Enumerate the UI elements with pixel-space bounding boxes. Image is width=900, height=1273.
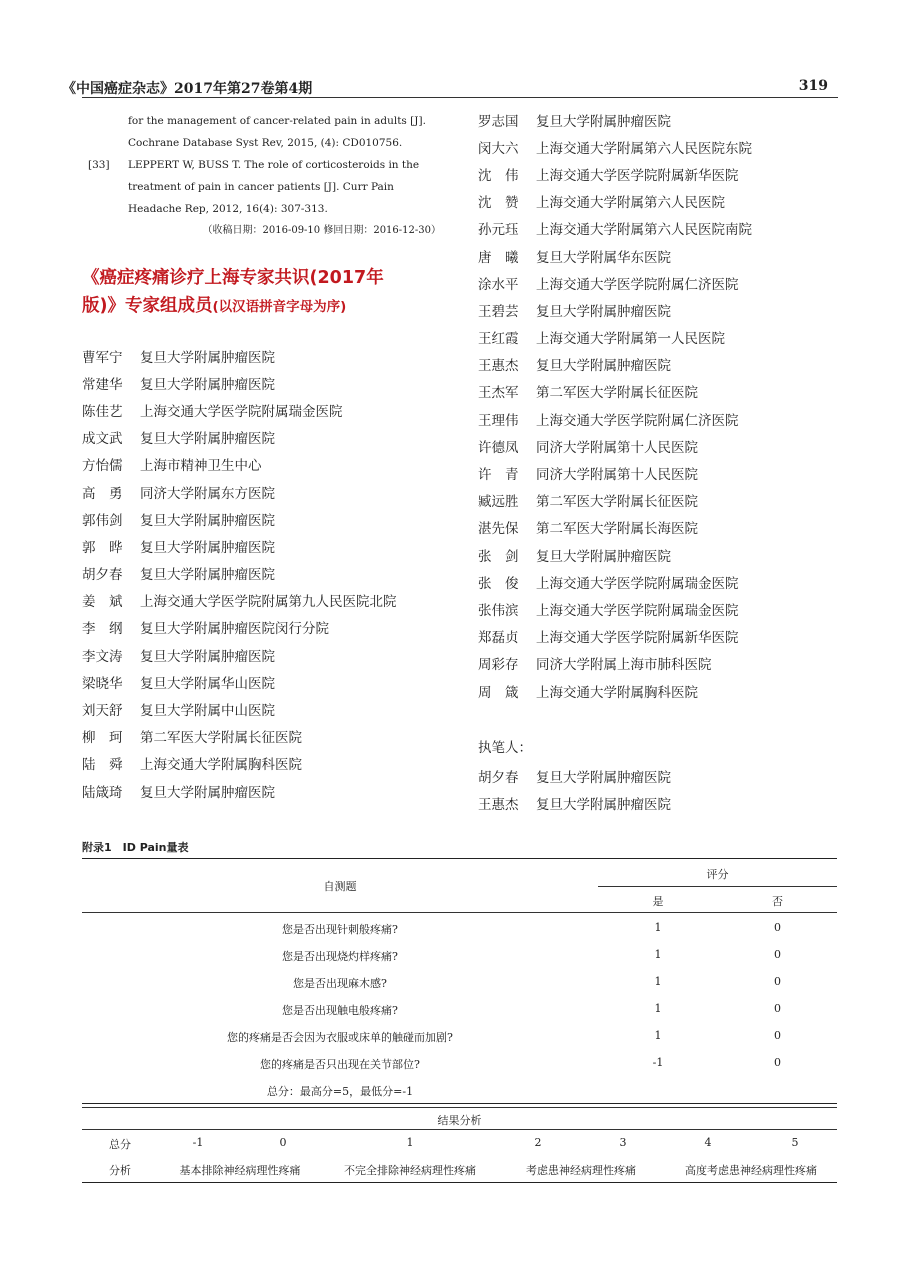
member-name: 郑磊贞 bbox=[478, 630, 519, 647]
member-name: 陆 舜 bbox=[82, 757, 123, 774]
member-affiliation: 第二军医大学附属长征医院 bbox=[536, 385, 698, 402]
member-row bbox=[478, 762, 671, 789]
member-name: 闵大六 bbox=[478, 140, 519, 157]
member-row bbox=[82, 532, 397, 559]
reference-line: LEPPERT W, BUSS T. The role of corticosteroids in the bbox=[128, 159, 420, 171]
score-no: 0 bbox=[774, 948, 781, 961]
score-yes: 1 bbox=[654, 1002, 662, 1015]
analysis-text: 高度考虑患神经病理性疼痛 bbox=[685, 1164, 817, 1177]
heading-line-1: 《癌症疼痛诊疗上海专家共识(2017年 bbox=[82, 268, 384, 288]
member-row bbox=[478, 133, 752, 160]
member-row bbox=[82, 505, 397, 532]
reference-line: treatment of pain in cancer patients [J]. Curr Pain bbox=[128, 181, 394, 193]
score-yes: 1 bbox=[654, 921, 662, 934]
member-affiliation: 上海交通大学医学院附属瑞金医院 bbox=[140, 403, 343, 420]
member-affiliation: 复旦大学附属华东医院 bbox=[536, 249, 671, 266]
member-row bbox=[82, 750, 397, 777]
score-no: 0 bbox=[774, 975, 781, 988]
column-header-yes: 是 bbox=[652, 895, 664, 908]
member-affiliation: 复旦大学附属肿瘤医院 bbox=[536, 548, 671, 565]
heading-sort-note: (以汉语拼音字母为序) bbox=[212, 299, 347, 315]
member-name: 湛先保 bbox=[478, 521, 519, 538]
member-affiliation: 上海交通大学医学院附属仁济医院 bbox=[536, 412, 739, 429]
analysis-text: 考虑患神经病理性疼痛 bbox=[526, 1164, 636, 1177]
member-row bbox=[478, 623, 752, 650]
member-affiliation: 上海交通大学附属第六人民医院东院 bbox=[536, 140, 752, 157]
member-name: 柳 珂 bbox=[82, 730, 123, 747]
member-name: 周 箴 bbox=[478, 684, 519, 701]
member-row bbox=[82, 587, 397, 614]
total-score-value: 2 bbox=[534, 1136, 542, 1149]
member-name: 姜 斌 bbox=[82, 594, 123, 611]
score-yes: -1 bbox=[652, 1056, 664, 1069]
member-row bbox=[478, 215, 752, 242]
member-name: 陈佳艺 bbox=[82, 403, 123, 420]
member-name: 成文武 bbox=[82, 431, 123, 448]
member-name: 臧远胜 bbox=[478, 494, 519, 511]
member-name: 李文涛 bbox=[82, 648, 123, 665]
member-name: 张 剑 bbox=[478, 548, 519, 565]
member-row bbox=[478, 677, 752, 704]
question-text: 您是否出现触电般疼痛? bbox=[282, 1004, 398, 1017]
member-row bbox=[478, 514, 752, 541]
member-list-right bbox=[478, 106, 752, 704]
result-header-rule bbox=[82, 1129, 837, 1130]
member-row bbox=[478, 242, 752, 269]
reference-continuation-line: for the management of cancer-related pain in adults [J]. bbox=[128, 115, 426, 127]
member-name: 李 纲 bbox=[82, 621, 123, 638]
member-row bbox=[82, 695, 397, 722]
member-name: 张 俊 bbox=[478, 575, 519, 592]
result-top-rule bbox=[82, 1103, 837, 1104]
member-name: 罗志国 bbox=[478, 113, 519, 130]
result-top-rule-inner bbox=[82, 1107, 837, 1108]
member-affiliation: 复旦大学附属肿瘤医院 bbox=[140, 431, 275, 448]
reference-line: Headache Rep, 2012, 16(4): 307-313. bbox=[128, 203, 328, 215]
member-row bbox=[82, 723, 397, 750]
member-row bbox=[478, 650, 752, 677]
member-name: 胡夕春 bbox=[478, 769, 519, 786]
table-header-rule bbox=[82, 912, 837, 913]
result-analysis-title: 结果分析 bbox=[437, 1114, 482, 1127]
member-row bbox=[478, 405, 752, 432]
score-no: 0 bbox=[774, 1056, 781, 1069]
column-header-score: 评分 bbox=[706, 868, 729, 881]
member-affiliation: 同济大学附属第十人民医院 bbox=[536, 439, 698, 456]
member-affiliation: 复旦大学附属肿瘤医院 bbox=[536, 796, 671, 813]
member-affiliation: 上海交通大学附属胸科医院 bbox=[140, 757, 302, 774]
member-affiliation: 上海交通大学医学院附属瑞金医院 bbox=[536, 575, 739, 592]
member-name: 王红霞 bbox=[478, 331, 519, 348]
member-name: 沈 伟 bbox=[478, 167, 519, 184]
member-affiliation: 第二军医大学附属长海医院 bbox=[536, 521, 698, 538]
member-affiliation: 复旦大学附属肿瘤医院 bbox=[140, 567, 275, 584]
member-row bbox=[82, 424, 397, 451]
score-yes: 1 bbox=[654, 975, 662, 988]
member-affiliation: 上海交通大学医学院附属仁济医院 bbox=[536, 276, 739, 293]
member-row bbox=[82, 342, 397, 369]
member-affiliation: 复旦大学附属肿瘤医院 bbox=[140, 784, 275, 801]
analysis-row-label: 分析 bbox=[109, 1164, 131, 1177]
member-row bbox=[82, 451, 397, 478]
member-affiliation: 复旦大学附属肿瘤医院 bbox=[536, 303, 671, 320]
member-name: 许德凤 bbox=[478, 439, 519, 456]
member-row bbox=[478, 541, 752, 568]
total-score-value: -1 bbox=[192, 1136, 204, 1149]
member-affiliation: 复旦大学附属肿瘤医院 bbox=[140, 648, 275, 665]
member-affiliation: 第二军医大学附属长征医院 bbox=[140, 730, 302, 747]
question-text: 您的疼痛是否会因为衣服或床单的触碰而加剧? bbox=[227, 1031, 453, 1044]
score-yes: 1 bbox=[654, 1029, 662, 1042]
member-name: 郭伟剑 bbox=[82, 512, 123, 529]
member-affiliation: 上海交通大学医学院附属新华医院 bbox=[536, 167, 739, 184]
member-affiliation: 上海交通大学附属第六人民医院 bbox=[536, 195, 725, 212]
expert-group-heading bbox=[82, 264, 452, 321]
member-name: 周彩存 bbox=[478, 657, 519, 674]
member-name: 陆箴琦 bbox=[82, 784, 123, 801]
question-text: 您的疼痛是否只出现在关节部位? bbox=[260, 1058, 420, 1071]
score-row-label: 总分 bbox=[109, 1138, 131, 1151]
member-affiliation: 同济大学附属第十人民医院 bbox=[536, 467, 698, 484]
member-affiliation: 复旦大学附属华山医院 bbox=[140, 675, 275, 692]
reference-number: [33] bbox=[88, 159, 110, 171]
member-affiliation: 上海交通大学医学院附属第九人民医院北院 bbox=[140, 594, 397, 611]
member-row bbox=[478, 106, 752, 133]
total-score-value: 3 bbox=[619, 1136, 627, 1149]
member-row bbox=[82, 478, 397, 505]
member-affiliation: 复旦大学附属肿瘤医院 bbox=[140, 539, 275, 556]
member-row bbox=[478, 789, 671, 816]
member-affiliation: 同济大学附属东方医院 bbox=[140, 485, 275, 502]
heading-line-2: 版)》专家组成员 bbox=[82, 296, 213, 316]
member-name: 唐 曦 bbox=[478, 249, 519, 266]
reference-33 bbox=[88, 154, 443, 176]
table-top-rule bbox=[82, 858, 837, 859]
member-row bbox=[478, 160, 752, 187]
member-row bbox=[478, 459, 752, 486]
score-yes: 1 bbox=[654, 948, 662, 961]
member-row bbox=[82, 369, 397, 396]
member-name: 王杰军 bbox=[478, 385, 519, 402]
member-affiliation: 复旦大学附属肿瘤医院 bbox=[536, 358, 671, 375]
analysis-text: 不完全排除神经病理性疼痛 bbox=[344, 1164, 476, 1177]
question-text: 您是否出现针刺般疼痛? bbox=[282, 923, 398, 936]
member-name: 涂水平 bbox=[478, 276, 519, 293]
received-dates: （收稿日期：2016-09-10 修回日期：2016-12-30） bbox=[202, 225, 441, 236]
member-name: 张伟滨 bbox=[478, 602, 519, 619]
member-row bbox=[82, 668, 397, 695]
member-row bbox=[478, 595, 752, 622]
member-name: 王惠杰 bbox=[478, 358, 519, 375]
member-affiliation: 复旦大学附属肿瘤医院 bbox=[536, 113, 671, 130]
column-header-no: 否 bbox=[772, 895, 783, 908]
member-name: 刘天舒 bbox=[82, 703, 123, 720]
member-name: 沈 赞 bbox=[478, 195, 519, 212]
member-name: 王理伟 bbox=[478, 412, 519, 429]
member-affiliation: 第二军医大学附属长征医院 bbox=[536, 494, 698, 511]
references-block bbox=[88, 110, 443, 242]
member-row bbox=[478, 269, 752, 296]
question-text: 您是否出现麻木感? bbox=[293, 977, 387, 990]
member-row bbox=[478, 324, 752, 351]
member-name: 高 勇 bbox=[82, 485, 123, 502]
member-name: 胡夕春 bbox=[82, 567, 123, 584]
member-name: 王碧芸 bbox=[478, 303, 519, 320]
writer-list bbox=[478, 762, 671, 816]
reference-continuation-line: Cochrane Database Syst Rev, 2015, (4): CD010756. bbox=[128, 137, 403, 149]
member-affiliation: 复旦大学附属肿瘤医院 bbox=[140, 349, 275, 366]
member-affiliation: 上海交通大学医学院附属新华医院 bbox=[536, 630, 739, 647]
score-no: 0 bbox=[774, 1029, 781, 1042]
member-affiliation: 复旦大学附属肿瘤医院 bbox=[140, 512, 275, 529]
member-row bbox=[82, 641, 397, 668]
table-bottom-rule bbox=[82, 1182, 837, 1183]
question-text: 您是否出现烧灼样疼痛? bbox=[282, 950, 398, 963]
member-affiliation: 同济大学附属上海市肺科医院 bbox=[536, 657, 712, 674]
member-affiliation: 上海交通大学附属第六人民医院南院 bbox=[536, 222, 752, 239]
page-number: 319 bbox=[798, 78, 828, 94]
column-header-item: 自测题 bbox=[323, 880, 357, 893]
score-no: 0 bbox=[774, 1002, 781, 1015]
analysis-text: 基本排除神经病理性疼痛 bbox=[179, 1164, 301, 1177]
member-affiliation: 上海市精神卫生中心 bbox=[140, 458, 262, 475]
total-score-note: 总分：最高分=5，最低分=-1 bbox=[266, 1085, 414, 1098]
member-row bbox=[82, 777, 397, 804]
total-score-value: 0 bbox=[279, 1136, 287, 1149]
member-affiliation: 复旦大学附属肿瘤医院 bbox=[536, 769, 671, 786]
member-row bbox=[478, 487, 752, 514]
member-affiliation: 复旦大学附属肿瘤医院 bbox=[140, 376, 275, 393]
appendix-title: 附录1 ID Pain量表 bbox=[82, 841, 189, 854]
member-row bbox=[82, 396, 397, 423]
member-name: 郭 晔 bbox=[82, 539, 123, 556]
member-affiliation: 上海交通大学附属第一人民医院 bbox=[536, 331, 725, 348]
total-score-value: 4 bbox=[704, 1136, 712, 1149]
member-row bbox=[478, 188, 752, 215]
member-row bbox=[478, 378, 752, 405]
member-name: 许 青 bbox=[478, 467, 519, 484]
member-name: 王惠杰 bbox=[478, 796, 519, 813]
score-no: 0 bbox=[774, 921, 781, 934]
member-row bbox=[478, 351, 752, 378]
score-subheader-rule bbox=[598, 886, 837, 887]
member-affiliation: 上海交通大学附属胸科医院 bbox=[536, 684, 698, 701]
member-name: 孙元珏 bbox=[478, 222, 519, 239]
member-list-left bbox=[82, 342, 397, 804]
member-name: 常建华 bbox=[82, 376, 123, 393]
member-affiliation: 复旦大学附属中山医院 bbox=[140, 703, 275, 720]
member-name: 曹军宁 bbox=[82, 349, 123, 366]
member-row bbox=[82, 614, 397, 641]
total-score-value: 1 bbox=[406, 1136, 414, 1149]
member-affiliation: 复旦大学附属肿瘤医院闵行分院 bbox=[140, 621, 329, 638]
writers-label: 执笔人： bbox=[478, 740, 532, 756]
member-row bbox=[82, 560, 397, 587]
total-score-value: 5 bbox=[791, 1136, 799, 1149]
journal-header: 《中国癌症杂志》2017年第27卷第4期 bbox=[62, 81, 313, 97]
member-row bbox=[478, 568, 752, 595]
header-divider bbox=[82, 97, 838, 98]
member-row bbox=[478, 296, 752, 323]
member-name: 方怡儒 bbox=[82, 458, 123, 475]
member-row bbox=[478, 432, 752, 459]
member-name: 梁晓华 bbox=[82, 675, 123, 692]
member-affiliation: 上海交通大学医学院附属瑞金医院 bbox=[536, 602, 739, 619]
